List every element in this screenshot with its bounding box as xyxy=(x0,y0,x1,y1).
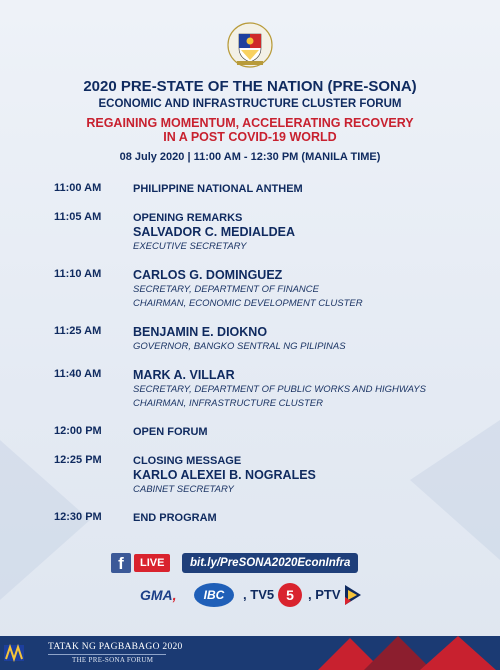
speaker-name: CARLOS G. DOMINGUEZ xyxy=(133,268,283,282)
speaker-role: SECRETARY, DEPARTMENT OF FINANCE xyxy=(133,284,319,295)
tv5-number-icon: 5 xyxy=(278,583,302,607)
program-label: CLOSING MESSAGE xyxy=(133,455,242,467)
program-time: 12:00 PM xyxy=(54,425,102,437)
philippine-seal-icon xyxy=(227,22,273,68)
page-title: 2020 PRE-STATE OF THE NATION (PRE-SONA) xyxy=(83,78,417,95)
speaker-role: CHAIRMAN, INFRASTRUCTURE CLUSTER xyxy=(133,398,324,409)
gma-logo xyxy=(140,587,177,603)
ptv-logo xyxy=(308,587,341,602)
program-time: 11:05 AM xyxy=(54,211,102,223)
program-label: END PROGRAM xyxy=(133,512,217,524)
program-time: 11:00 AM xyxy=(54,182,102,194)
speaker-name: BENJAMIN E. DIOKNO xyxy=(133,325,268,339)
media-partners xyxy=(140,583,370,609)
tv5-logo xyxy=(243,587,274,602)
facebook-icon[interactable]: f xyxy=(111,553,131,573)
program-time: 11:40 AM xyxy=(54,368,102,380)
program-label: OPENING REMARKS xyxy=(133,212,243,224)
live-badge: LIVE xyxy=(134,554,170,572)
speaker-name: SALVADOR C. MEDIALDEA xyxy=(133,225,296,239)
tv5-text: TV5 xyxy=(250,587,275,602)
ibc-logo: IBC xyxy=(194,583,234,607)
program-time: 12:30 PM xyxy=(54,511,102,523)
page-subtitle: ECONOMIC AND INFRASTRUCTURE CLUSTER FORUM xyxy=(98,98,402,110)
speaker-role: GOVERNOR, BANGKO SENTRAL NG PILIPINAS xyxy=(133,341,346,352)
separator: , xyxy=(308,587,312,602)
gma-text: GMA xyxy=(140,587,173,603)
program-time: 12:25 PM xyxy=(54,454,102,466)
program-time: 11:25 AM xyxy=(54,325,102,337)
separator: , xyxy=(172,587,177,603)
tatak-logo-icon xyxy=(2,641,26,665)
theme-line-1: REGAINING MOMENTUM, ACCELERATING RECOVERY xyxy=(86,116,414,130)
footer-subtitle: THE PRE-SONA FORUM xyxy=(72,656,154,664)
livestream-link[interactable]: bit.ly/PreSONA2020EconInfra xyxy=(182,553,358,573)
speaker-name: KARLO ALEXEI B. NOGRALES xyxy=(133,468,316,482)
speaker-role: EXECUTIVE SECRETARY xyxy=(133,241,247,252)
speaker-role: SECRETARY, DEPARTMENT OF PUBLIC WORKS AND HIGHWAYS xyxy=(133,384,426,395)
program-label: PHILIPPINE NATIONAL ANTHEM xyxy=(133,183,303,195)
separator: , xyxy=(243,587,247,602)
ptv-text: PTV xyxy=(315,587,341,602)
forum-theme xyxy=(0,116,500,144)
program-time: 11:10 AM xyxy=(54,268,102,280)
speaker-role: CABINET SECRETARY xyxy=(133,484,234,495)
footer-title: TATAK NG PAGBABAGO 2020 xyxy=(48,642,183,652)
speaker-role: CHAIRMAN, ECONOMIC DEVELOPMENT CLUSTER xyxy=(133,298,363,309)
event-date: 08 July 2020 | 11:00 AM - 12:30 PM (MANILA TIME) xyxy=(119,151,381,163)
footer-divider xyxy=(48,654,166,655)
speaker-name: MARK A. VILLAR xyxy=(133,368,235,382)
program-label: OPEN FORUM xyxy=(133,426,208,438)
theme-line-2: IN A POST COVID-19 WORLD xyxy=(163,130,337,144)
ptv-flag-icon xyxy=(343,583,363,607)
